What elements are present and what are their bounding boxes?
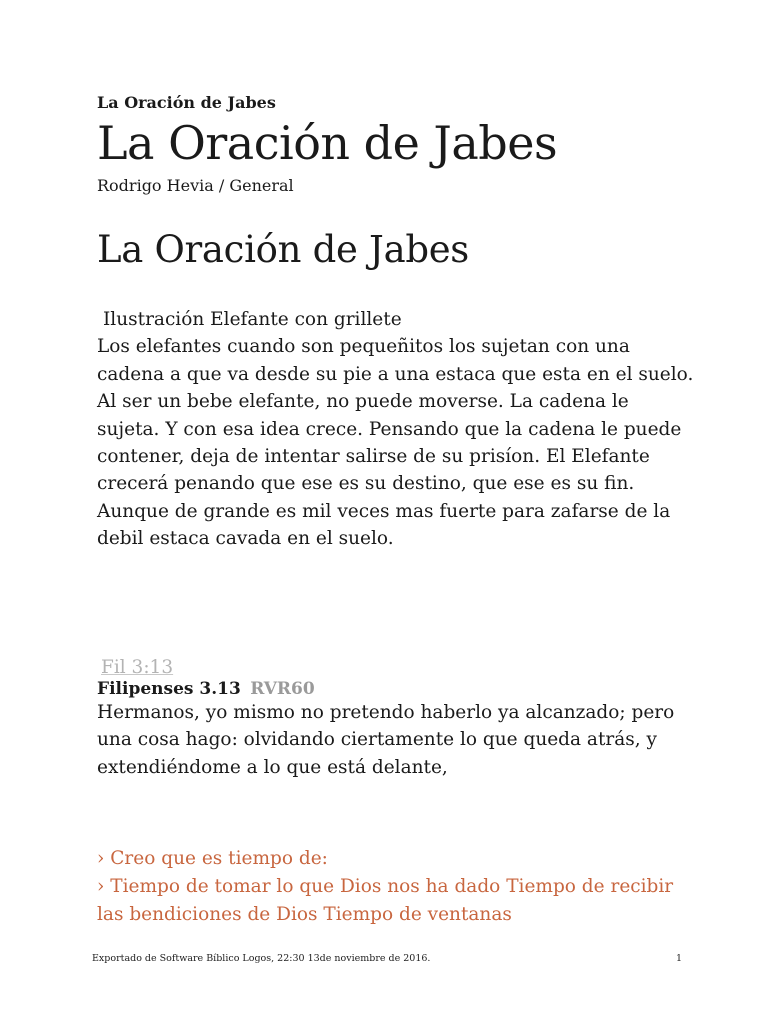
- note-line-1: › Creo que es tiempo de:: [97, 848, 328, 869]
- sermon-notes: [97, 845, 697, 929]
- illustration-text: Los elefantes cuando son pequeñitos los sujetan con una cadena a que va desde su pie a una estaca que esta en el suelo. Al ser un bebe elefante, no puede moverse. La cadena le sujeta. Y con esa idea crece. Pensando que la cadena le puede contener, deja de intentar salirse de su prisíon. El Elefante crecerá penando que ese es su destino, que ese es su fin. Aunque de grande es mil veces mas fuerte para zafarse de la debil estaca cavada en el suelo.: [97, 336, 694, 550]
- note-line-2: › Tiempo de tomar lo que Dios nos ha dado Tiempo de recibir las bendiciones de Dios Tiempo de ventanas: [97, 876, 674, 925]
- export-info: Exportado de Software Bíblico Logos, 22:30 13de noviembre de 2016.: [92, 953, 431, 964]
- verse-book: Filipenses 3.13: [97, 679, 241, 699]
- illustration-block: [97, 306, 697, 553]
- document-title: La Oración de Jabes: [97, 116, 558, 170]
- verse-version: RVR60: [250, 679, 315, 699]
- author-category: Rodrigo Hevia / General: [97, 176, 294, 195]
- section-title: La Oración de Jabes: [97, 228, 469, 271]
- scripture-reference-link[interactable]: Fil 3:13: [101, 657, 174, 678]
- verse-text: Hermanos, yo mismo no pretendo haberlo ya alcanzado; pero una cosa hago: olvidando ciertamente lo que queda atrás, y extendiéndome a lo que está delante,: [97, 702, 675, 778]
- verse-heading: [97, 679, 697, 699]
- scripture-block: [97, 657, 697, 781]
- page-number: 1: [675, 953, 682, 964]
- illustration-heading: Ilustración Elefante con grillete: [103, 309, 402, 330]
- document-kicker: La Oración de Jabes: [97, 93, 276, 112]
